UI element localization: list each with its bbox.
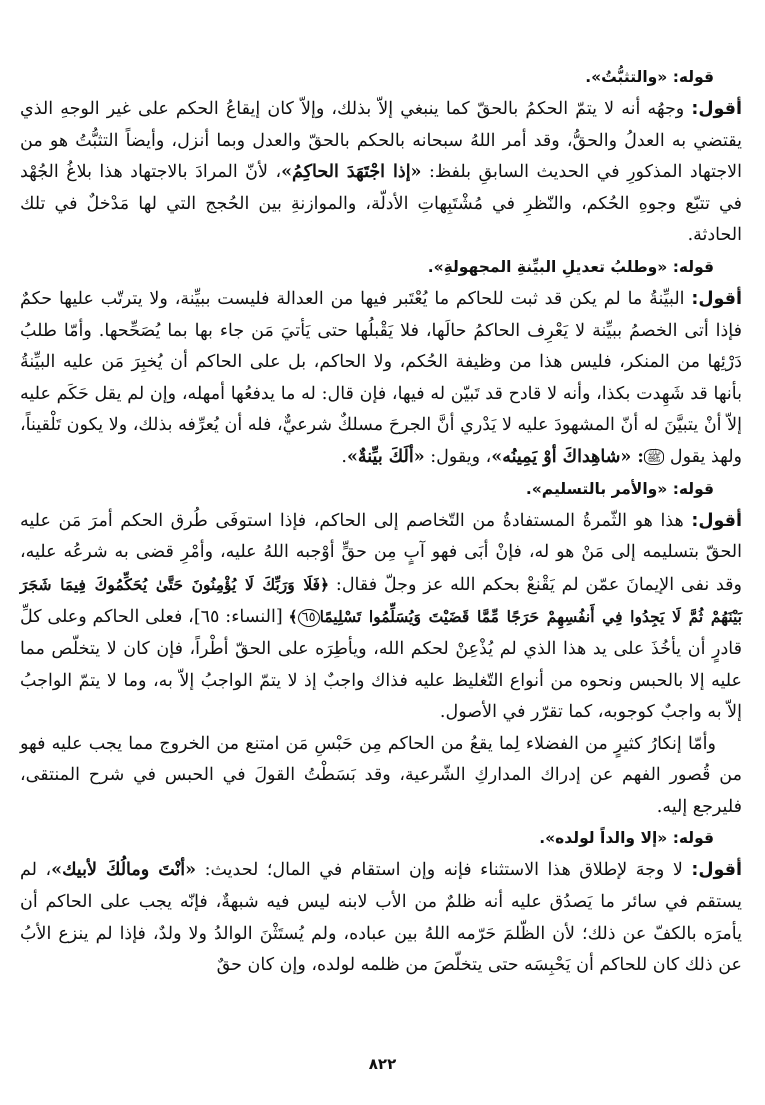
paragraph-text: وجهُه أنه لا يتمّ الحكمُ بالحقّ كما ينبغي إلاّ بذلك، وإلاّ كان إيقاعُ الحكم على غير الوجهِ الذي يقتضي به العدلُ والحقُّ، وقد أمر اللهُ سبحانه بالحكم بالحقّ والعدل وبما أنزل، وأيضاً التثبُّتُ هو من الاجتهاد المذكورِ في الحديث السابقِ بلفظ: [20,99,743,183]
commentary-paragraph [20,94,742,252]
hadith-quote: «أنْتَ ومالُكَ لأبيك» [51,860,197,881]
paragraph-text: البيِّنةُ ما لم يكن قد ثبت للحاكم ما يُعْتَبر فيها من العدالة فليست ببيِّنة، ولا يترتّب عليها حكمٌ فإذا أتى الخصمُ ببيِّنة لا يَعْرِف الحاكمُ حالَها، فلا يَقْبلُها حتى يَأتيَ مَن جاء بها بما يُصَحِّحها. وأمّا طلبُ دَرْئِها من المنكر، فليس هذا من وظيفة الحُكم، ولا الحاكم، بل على الحاكم أن يُخبِرَ مَن عليه البيِّنةُ بأنها قد شَهِدت بكذا، وأنه لا قادح قد تَبيّن له فيها، فإن قال: له ما يدفعُها أمهله، وإن لم يقل حَكَم عليه إلاّ أنْ يتبيَّنَ له أنّ المشهودَ عليه لا يَدْري أنَّ الجرحَ مسلكٌ شرعيٌّ، فله أن يُعرِّفه بذلك، ولا يكون تَلْقيناً، ولهذ يقول [20,288,742,467]
ayah-number-mark: ٦٥ [298,609,320,627]
quran-verse-end: ﴾ [288,607,298,627]
aqoul-label: أقول: [691,860,742,881]
hadith-quote: «إذا اجْتَهَدَ الحاكِمُ» [281,162,422,183]
aqoul-label: أقول: [691,288,742,309]
quran-verse: ﴿فَلَا وَرَبِّكَ لَا يُؤْمِنُونَ حَتَّىٰ يُحَكِّمُوكَ فِيمَا شَجَرَ بَيْنَهُمْ ثُمَّ لَا يَجِدُوا فِي أَنفُسِهِمْ حَرَجًا مِّمَّا قَضَيْتَ وَيُسَلِّمُوا تَسْلِيمًا [20,574,742,627]
commentary-paragraph [20,855,742,981]
hadith-quote: : «شاهِداكَ أوْ يَمِينُه» [491,446,644,467]
section-heading: قوله: «والأمر بالتسليم». [525,479,714,498]
paragraph-text: ، ويقول: [424,446,492,467]
commentary-paragraph [20,284,742,474]
paragraph-text: هذا هو الثّمرةُ المستفادةُ من التّخاصم إلى الحاكم، فإذا استوفَى طُرق الحكم أمرَ مَن عليه الحقّ بتسليمه إلى مَنْ هو له، فإنْ أبَى فهو آبٍ مِن حقٍّ أوْجبه اللهُ عليه، وأمْرِ قضى به شرعُه عليه، وقد نفى الإيمانَ عمّن لم يَقْنعْ بحكم الله عز وجلّ فقال: [20,510,742,595]
commentary-paragraph [20,729,742,824]
aqoul-label: أقول: [691,510,742,531]
section-heading: قوله: «والتثبُّتُ». [585,68,714,86]
paragraph-text: وأمّا إنكارُ كثيرٍ من الفضلاء لِما يقعُ من الحاكم مِن حَبْسِ مَن امتنع من الخروج مما يجب عليه فهو من قُصور الفهم عن إدراك المداركِ الشّرعية، وقد بَسَطْتُ القولَ في الحبس في شرح المنتقى، فليرجع إليه. [20,733,742,817]
aqoul-label: أقول: [691,99,742,119]
section-heading: قوله: «إلا والداً لولده». [539,829,714,848]
section-heading: قوله: «وطلبُ تعديلِ البيِّنةِ المجهولةِ». [427,257,714,276]
salawat-glyph: ﷺ [644,449,665,465]
book-page [20,62,742,982]
page-number: ٨٢٢ [368,1055,397,1073]
paragraph-text: . [341,446,347,467]
hadith-quote: «ألَكَ بيِّنةٌ» [346,446,425,467]
paragraph-text: لا وجهَ لإطلاق هذا الاستثناء فإنه وإن استقام في المال؛ لحديث: [196,860,692,881]
paragraph-text: [النساء: ٦٥]، فعلى الحاكم وعلى كلِّ قادرٍ أن يأخُذَ على يد هذا الذي لم يُذْعِنْ لحكم الله، ويأطِرَه على الحقّ أطْراً، فإن كان لا يتخلّص مما عليه إلا بالحبس ونحوه من أنواع التّغليظ عليه فذاك واجبٌ إذ لا يتمّ الواجبُ إلاّ به، وما لا يتمّ الواجبُ إلاّ به واجبٌ كوجوبه، كما تقرّر في الأصول. [20,607,742,723]
paragraph-text: ، لم يستقم في سائر ما يَصدُق عليه أنه ظلمٌ من الأب لابنه ليس فيه شبهةٌ، فإنّه يجب على الحاكم أن يأمرَه بالكفّ عن ذلك؛ لأن الظّلمَ حَرّمه اللهُ بين عباده، ولم يُستَثْنَ الوالدُ ولا ولدٌ، فإذا لم ينزع الأبُ عن ذلك كان للحاكم أن يَحْبِسَه حتى يتخلّصَ من ظلمه لولده، وإن كان حقٌ [20,860,742,976]
paragraph-text: ، لأنّ المرادَ بالاجتهاد هذا بلاغُ الجُهْد في تتبّع وجوهِ الحُكم، والنّظرِ في مُشْتَبِهاتِ الأدلّة، والموازنةِ بين الحُجج التي لها مَدْخلٌ في تلك الحادثة. [20,162,742,246]
commentary-paragraph [20,506,742,729]
